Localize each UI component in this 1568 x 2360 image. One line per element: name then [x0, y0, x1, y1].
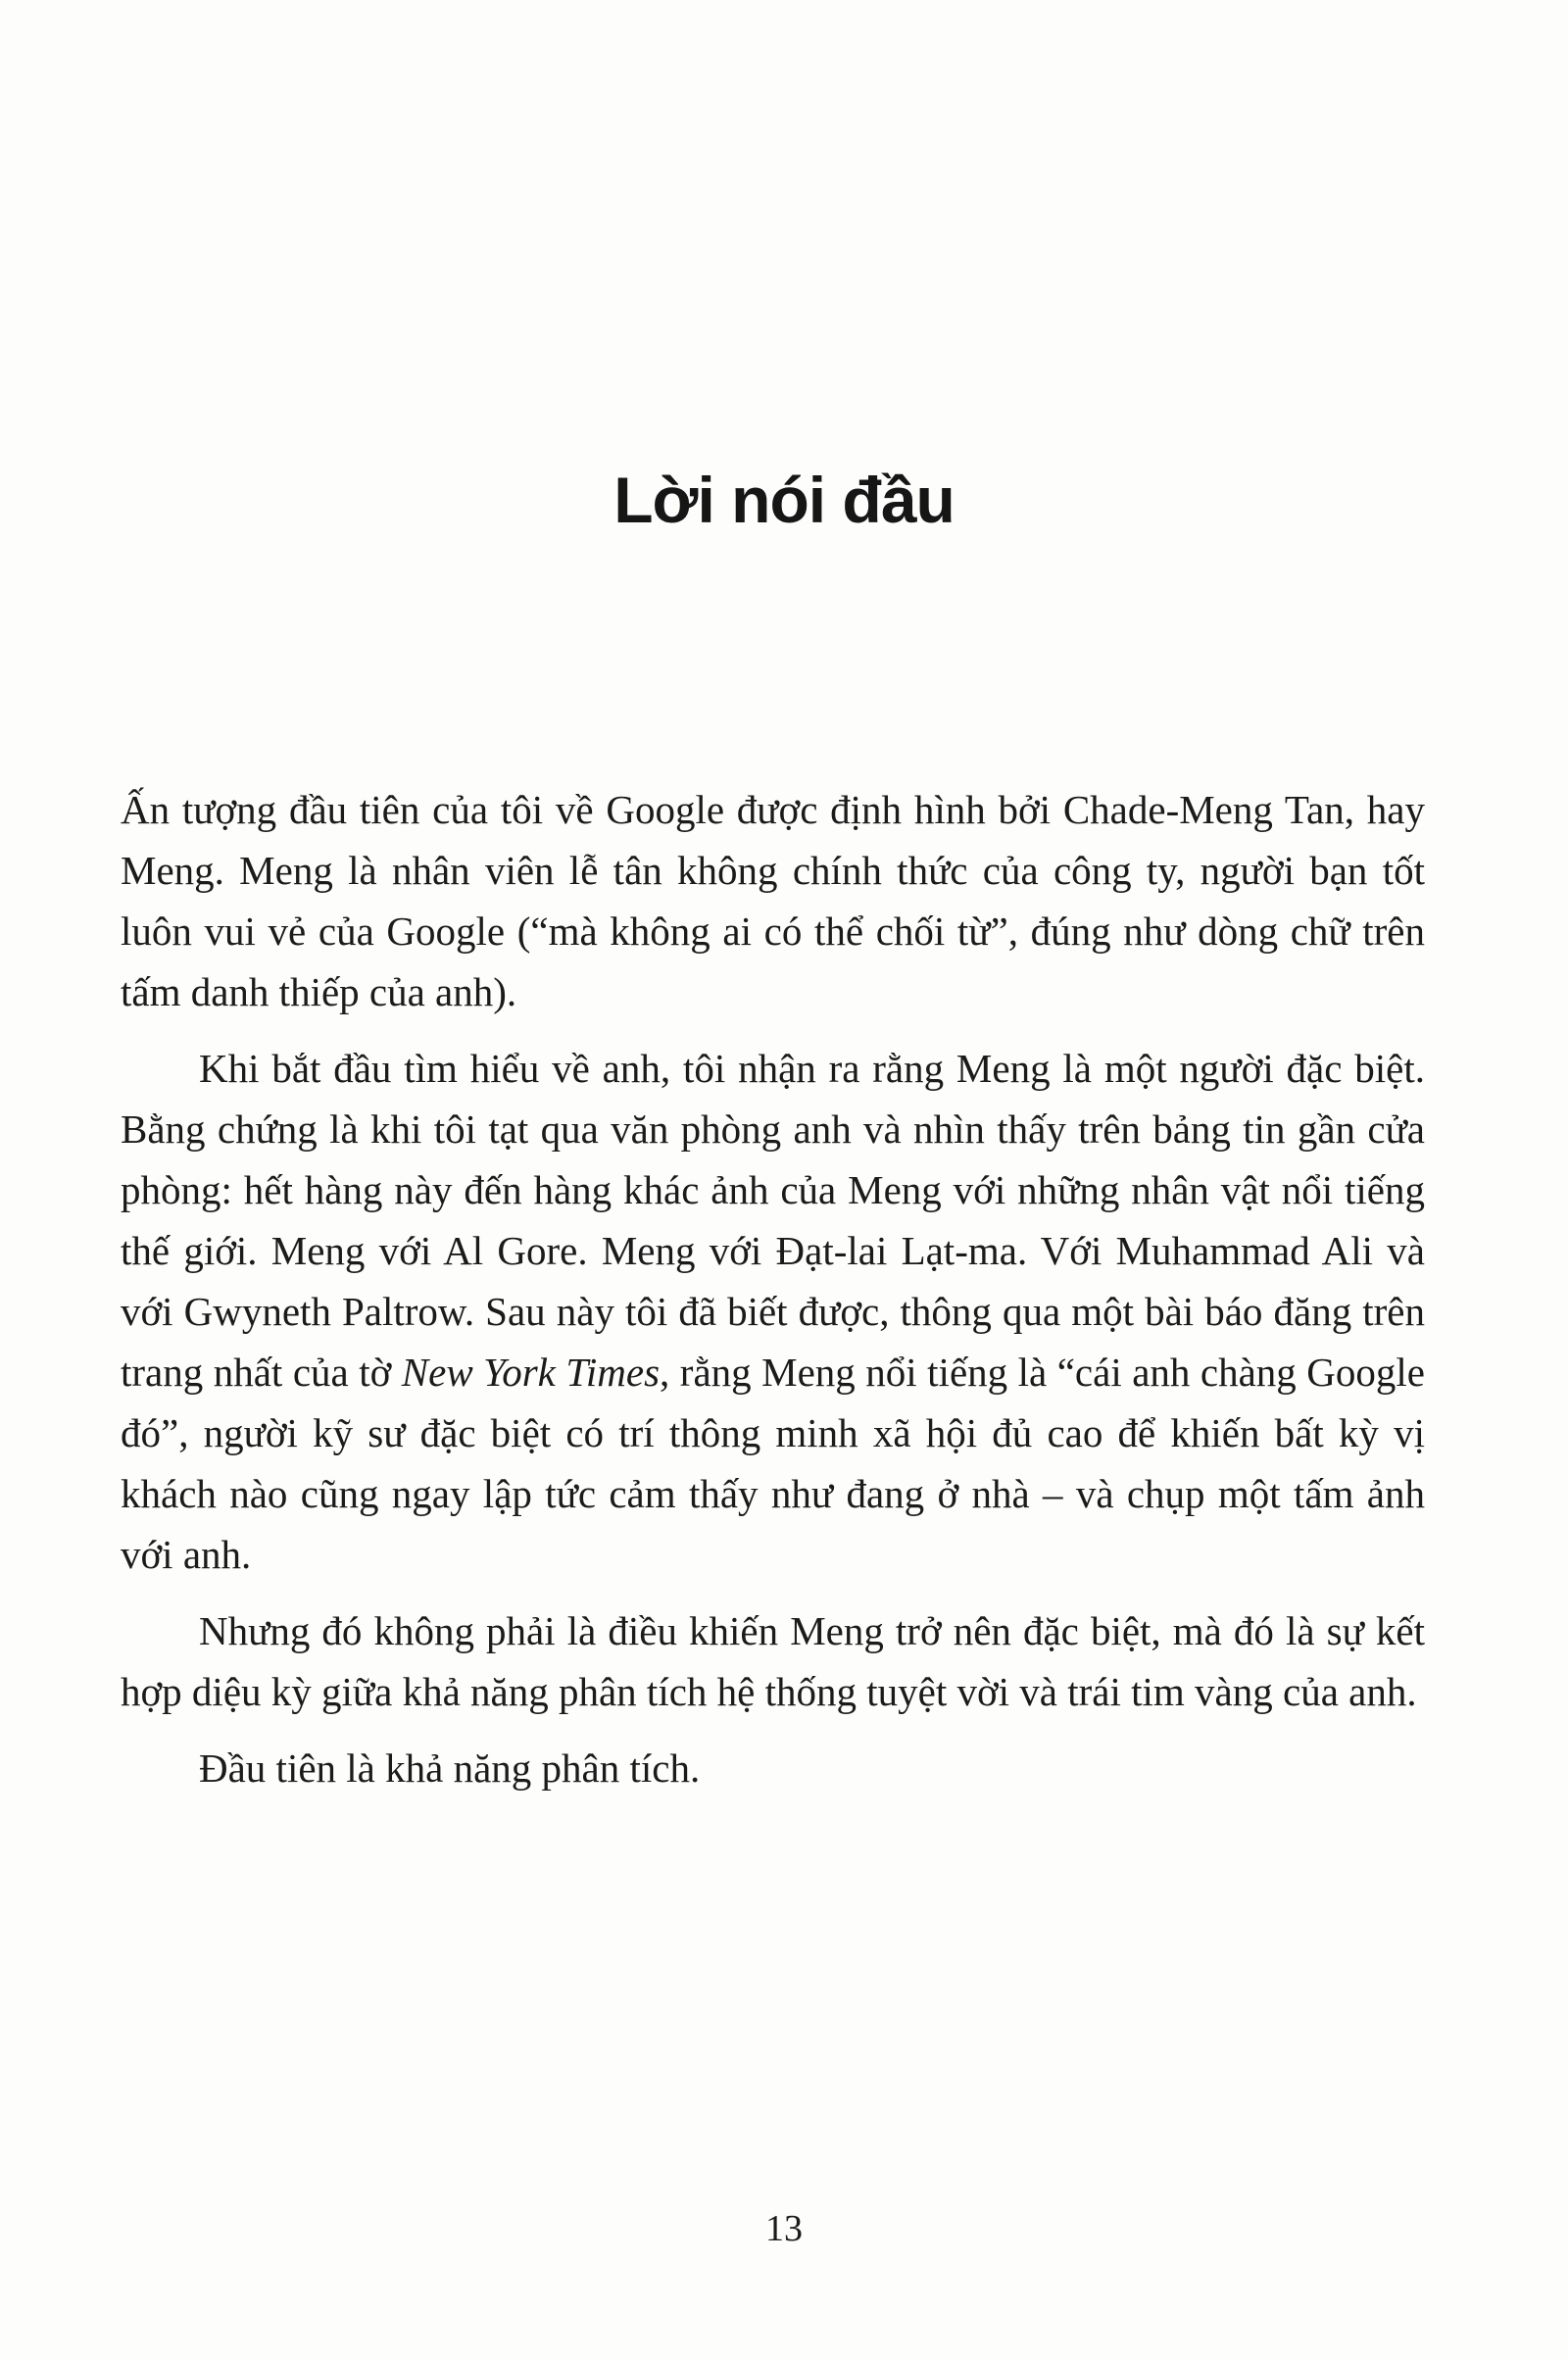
chapter-title: Lời nói đầu [613, 464, 955, 536]
paragraph [121, 1600, 1425, 1722]
paragraph [121, 1038, 1425, 1585]
text-block [121, 779, 1425, 1814]
paragraph [121, 779, 1425, 1022]
text-run: Nhưng đó không phải là điều khiến Meng trở nên đặc biệt, mà đó là sự kết hợp diệu kỳ giữa khả năng phân tích hệ thống tuyệt vời và trái tim vàng của anh. [121, 1608, 1425, 1714]
text-run: , rằng Meng nổi tiếng là “cái anh chàng Google đó”, người kỹ sư đặc biệt có trí thông minh xã hội đủ cao để khiến bất kỳ vị khách nào cũng ngay lập tức cảm thấy như đang ở nhà – và chụp một tấm ảnh với anh. [121, 1350, 1425, 1577]
text-run: Ấn tượng đầu tiên của tôi về Google được định hình bởi Chade-Meng Tan, hay Meng. Meng là nhân viên lễ tân không chính thức của công ty, người bạn tốt luôn vui vẻ của Google (“mà không ai có thể chối từ”, đúng như dòng chữ trên tấm danh thiếp của anh). [121, 787, 1425, 1014]
text-run: Đầu tiên là khả năng phân tích. [199, 1745, 701, 1791]
paragraph [121, 1738, 1425, 1798]
page-number: 13 [765, 2208, 803, 2249]
text-run: Khi bắt đầu tìm hiểu về anh, tôi nhận ra rằng Meng là một người đặc biệt. Bằng chứng là khi tôi tạt qua văn phòng anh và nhìn thấy trên bảng tin gần cửa phòng: hết hàng này đến hàng khác ảnh của Meng với những nhân vật nổi tiếng thế giới. Meng với Al Gore. Meng với Đạt-lai Lạt-ma. Với Muhammad Ali và với Gwyneth Paltrow. Sau này tôi đã biết được, thông qua một bài báo đăng trên trang nhất của tờ [121, 1046, 1425, 1395]
italic-text-run: New York Times [401, 1350, 661, 1395]
